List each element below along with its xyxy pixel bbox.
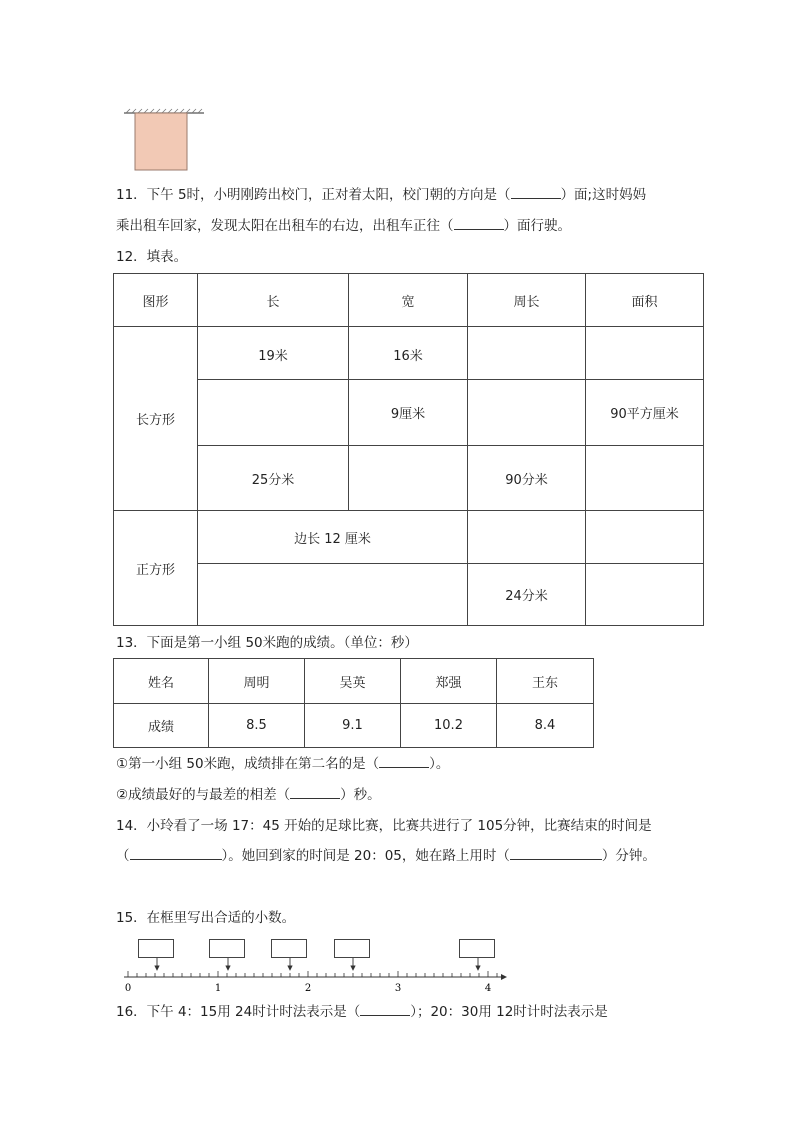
tick-label: 2 bbox=[304, 983, 312, 994]
tick-label: 3 bbox=[394, 983, 402, 994]
cell: 19米 bbox=[198, 327, 349, 380]
table-row bbox=[114, 564, 704, 626]
shape-label: 长方形 bbox=[114, 327, 198, 511]
cell: 90分米 bbox=[468, 446, 586, 511]
q15-title: 15．在框里写出合适的小数。 bbox=[116, 910, 296, 926]
q13-sub1 bbox=[116, 754, 449, 774]
header-cell: 姓名 bbox=[114, 659, 209, 704]
cell: 90平方厘米 bbox=[586, 380, 704, 446]
cell: 24分米 bbox=[468, 564, 586, 626]
q14-text: ）。她回到家的时间是 20：05，她在路上用时（ bbox=[221, 848, 510, 864]
answer-blank[interactable] bbox=[379, 755, 429, 768]
q13-title: 13．下面是第一小组 50米跑的成绩。（单位：秒） bbox=[116, 635, 418, 651]
table-row bbox=[114, 659, 594, 704]
score-cell: 8.4 bbox=[497, 704, 594, 748]
answer-cell[interactable] bbox=[586, 564, 704, 626]
cell: 9厘米 bbox=[349, 380, 468, 446]
answer-blank[interactable] bbox=[454, 217, 504, 230]
answer-cell[interactable] bbox=[468, 380, 586, 446]
q11-line2 bbox=[116, 216, 571, 236]
table-row bbox=[114, 446, 704, 511]
q11-text: 11．下午 5时，小明刚跨出校门，正对着太阳，校门朝的方向是（ bbox=[116, 187, 511, 203]
table-row bbox=[114, 327, 704, 380]
header-cell: 周长 bbox=[468, 274, 586, 327]
q14-text: （ bbox=[116, 848, 130, 864]
fill-table bbox=[113, 273, 704, 626]
q13-text: ①第一小组 50米跑，成绩排在第二名的是（ bbox=[116, 756, 380, 772]
table-row bbox=[114, 274, 704, 327]
header-cell: 面积 bbox=[586, 274, 704, 327]
q14-line2 bbox=[116, 846, 656, 866]
tick-label: 1 bbox=[214, 983, 222, 994]
cell: 16米 bbox=[349, 327, 468, 380]
answer-cell[interactable] bbox=[468, 327, 586, 380]
answer-cell[interactable] bbox=[198, 564, 468, 626]
q16-text: 16．下午 4：15用 24时计时法表示是（ bbox=[116, 1004, 361, 1020]
table-row bbox=[114, 380, 704, 446]
q16-line bbox=[116, 1002, 608, 1022]
q13-text: ）秒。 bbox=[340, 787, 381, 803]
q11-text: ）面行驶。 bbox=[503, 218, 571, 234]
answer-blank[interactable] bbox=[290, 786, 340, 799]
answer-blank[interactable] bbox=[130, 847, 222, 860]
q11-text: 乘出租车回家，发现太阳在出租车的右边，出租车正往（ bbox=[116, 218, 454, 234]
name-cell: 吴英 bbox=[305, 659, 401, 704]
header-cell: 宽 bbox=[349, 274, 468, 327]
answer-cell[interactable] bbox=[468, 511, 586, 564]
answer-blank[interactable] bbox=[511, 186, 561, 199]
number-line bbox=[120, 938, 512, 994]
answer-cell[interactable] bbox=[586, 511, 704, 564]
score-cell: 9.1 bbox=[305, 704, 401, 748]
answer-cell[interactable] bbox=[586, 327, 704, 380]
cell: 25分米 bbox=[198, 446, 349, 511]
q14-text: ）分钟。 bbox=[601, 848, 656, 864]
score-table bbox=[113, 658, 594, 748]
q11-text: ）面;这时妈妈 bbox=[560, 187, 647, 203]
answer-blank[interactable] bbox=[510, 847, 602, 860]
cell: 边长 12 厘米 bbox=[198, 511, 468, 564]
q14-line1: 14．小玲看了一场 17：45 开始的足球比赛，比赛共进行了 105分钟，比赛结束的时间是 bbox=[116, 818, 652, 834]
q16-text: ）；20：30用 12时计时法表示是 bbox=[410, 1004, 608, 1020]
q13-text: ）。 bbox=[429, 756, 450, 772]
name-cell: 周明 bbox=[209, 659, 305, 704]
shape-label: 正方形 bbox=[114, 511, 198, 626]
header-cell: 成绩 bbox=[114, 704, 209, 748]
header-cell: 长 bbox=[198, 274, 349, 327]
table-row bbox=[114, 511, 704, 564]
hanging-rectangle-figure bbox=[118, 108, 208, 174]
tick-label: 4 bbox=[484, 983, 492, 994]
score-cell: 8.5 bbox=[209, 704, 305, 748]
name-cell: 郑强 bbox=[401, 659, 497, 704]
q11-line1 bbox=[116, 185, 646, 205]
q13-sub2 bbox=[116, 785, 381, 805]
table-row bbox=[114, 704, 594, 748]
score-cell: 10.2 bbox=[401, 704, 497, 748]
header-cell: 图形 bbox=[114, 274, 198, 327]
answer-cell[interactable] bbox=[198, 380, 349, 446]
q13-text: ②成绩最好的与最差的相差（ bbox=[116, 787, 291, 803]
tick-label: 0 bbox=[124, 983, 132, 994]
number-line-figure bbox=[120, 938, 512, 994]
answer-blank[interactable] bbox=[360, 1003, 410, 1016]
answer-cell[interactable] bbox=[586, 446, 704, 511]
answer-cell[interactable] bbox=[349, 446, 468, 511]
q12-title: 12．填表。 bbox=[116, 249, 188, 265]
name-cell: 王东 bbox=[497, 659, 594, 704]
